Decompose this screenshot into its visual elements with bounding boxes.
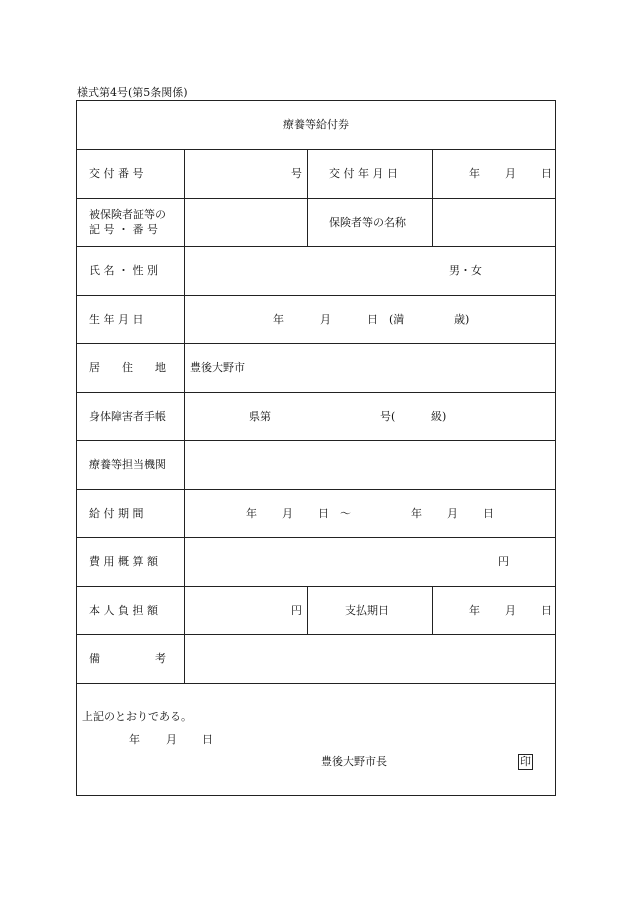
row-divider [77, 343, 555, 344]
birth-date-label: 生 年 月 日 [89, 313, 144, 326]
address-label: 居 住 地 [89, 361, 166, 374]
period-start-day: 日 [318, 507, 329, 520]
period-end-year: 年 [411, 507, 422, 520]
birth-day: 日 [367, 313, 378, 326]
address-value: 豊後大野市 [190, 361, 245, 374]
birth-year: 年 [273, 313, 284, 326]
benefit-voucher-form [76, 100, 556, 796]
row-divider [77, 586, 555, 587]
estimate-yen: 円 [498, 555, 509, 568]
birth-month: 月 [320, 313, 331, 326]
cell-divider [307, 149, 308, 246]
cell-divider [432, 586, 433, 634]
row-divider [77, 198, 555, 199]
pay-date-label: 支払期日 [345, 604, 389, 617]
seal-mark: 印 [520, 755, 531, 768]
row-divider [77, 295, 555, 296]
issue-date-label: 交 付 年 月 日 [329, 167, 398, 180]
insurance-label-line2: 記 号 ・ 番 号 [89, 223, 158, 236]
period-end-day: 日 [483, 507, 494, 520]
row-divider [77, 634, 555, 635]
insurance-label-line1: 被保険者証等の [89, 208, 166, 221]
row-divider [77, 246, 555, 247]
row-divider [77, 440, 555, 441]
cell-divider [432, 149, 433, 246]
period-tilde: ～ [340, 507, 351, 520]
footer-day: 日 [202, 733, 213, 746]
sex-options: 男・女 [449, 264, 482, 277]
issuer-name: 豊後大野市長 [321, 755, 387, 768]
handbook-grade: 級) [431, 410, 447, 423]
period-start-month: 月 [282, 507, 293, 520]
form-number: 様式第4号(第5条関係) [77, 86, 188, 99]
pay-date-year: 年 [469, 604, 480, 617]
row-divider [77, 537, 555, 538]
self-pay-yen: 円 [291, 604, 302, 617]
insurer-name-label: 保険者等の名称 [329, 216, 406, 229]
age-open: (満 [389, 313, 405, 326]
issue-date-month: 月 [505, 167, 516, 180]
handbook-number: 号( [380, 410, 396, 423]
issue-number-label: 交 付 番 号 [89, 167, 144, 180]
period-end-month: 月 [447, 507, 458, 520]
handbook-label: 身体障害者手帳 [89, 410, 166, 423]
issue-number-suffix: 号 [291, 167, 302, 180]
name-sex-label: 氏 名 ・ 性 別 [89, 264, 158, 277]
issue-date-year: 年 [469, 167, 480, 180]
statement: 上記のとおりである。 [82, 710, 192, 723]
row-divider [77, 489, 555, 490]
period-start-year: 年 [246, 507, 257, 520]
remarks-label: 備 考 [89, 652, 166, 665]
pay-date-day: 日 [541, 604, 552, 617]
age-close: 歳) [454, 313, 470, 326]
issue-date-day: 日 [541, 167, 552, 180]
period-label: 給 付 期 間 [89, 507, 144, 520]
form-title: 療養等給付券 [283, 118, 349, 131]
cell-divider [307, 586, 308, 634]
institution-label: 療養等担当機関 [89, 458, 166, 471]
footer-month: 月 [166, 733, 177, 746]
estimate-label: 費 用 概 算 額 [89, 555, 158, 568]
footer-year: 年 [129, 733, 140, 746]
self-pay-label: 本 人 負 担 額 [89, 604, 158, 617]
label-column-divider [184, 149, 185, 683]
pay-date-month: 月 [505, 604, 516, 617]
row-divider [77, 149, 555, 150]
row-divider [77, 392, 555, 393]
row-divider [77, 683, 555, 684]
handbook-prefecture: 県第 [249, 410, 271, 423]
